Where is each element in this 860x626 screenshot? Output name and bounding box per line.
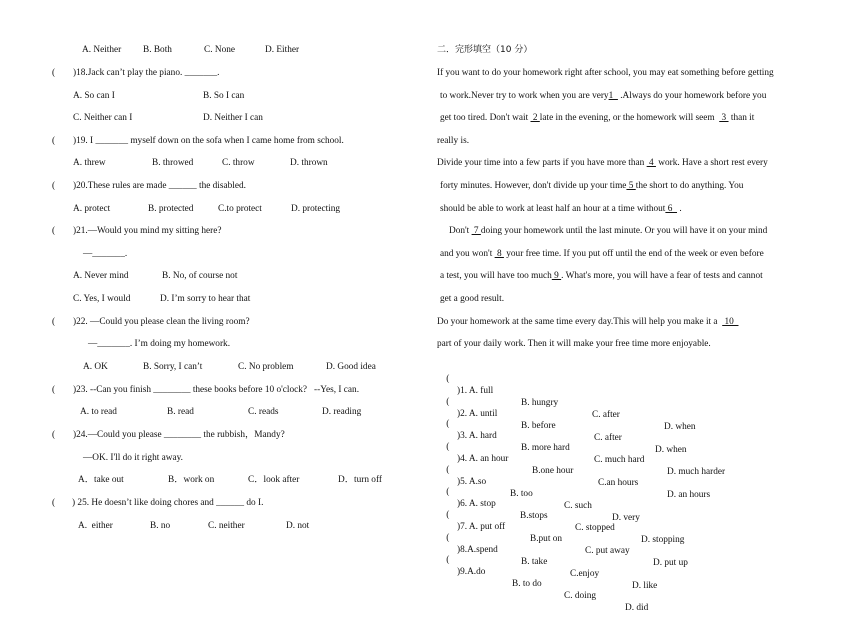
q24-option-a: A．take out xyxy=(78,475,124,485)
blank-3: 3 xyxy=(719,113,729,123)
q20-option-d: D. protecting xyxy=(291,204,341,214)
q19-paren: ( xyxy=(52,136,56,146)
q18-stem: )18.Jack can’t play the piano. _______. xyxy=(73,68,220,78)
option-a: )8.A.spend xyxy=(457,545,498,555)
option-d: D. like xyxy=(632,581,658,591)
option-b: B. more hard xyxy=(521,443,570,453)
blank-2: 2 xyxy=(530,113,540,123)
option-d: D. very xyxy=(612,513,640,523)
passage-line-3: get too tired. Don't wait 2 late in the evening, or the homework will seem 3 than it xyxy=(440,113,755,123)
q25-stem: ) 25. He doesn’t like doing chores and ______ do I. xyxy=(72,498,264,508)
option-c: C. much hard xyxy=(594,455,645,465)
option-a: )6. A. stop xyxy=(457,499,496,509)
blank-8: 8 xyxy=(494,249,504,259)
q21-stem: )21.—Would you mind my sitting here? xyxy=(73,226,222,236)
blank-7: 7 xyxy=(471,226,481,236)
cloze-row-3: ( )3. A. hard B. more hard C. much hard D. much harder xyxy=(446,419,726,477)
q22-option-c: C. No problem xyxy=(238,362,294,372)
option-d: D. put up xyxy=(653,558,688,568)
q17-option-a: A. Neither xyxy=(82,45,122,55)
cloze-row-2: ( )2. A. until B. before C. after D. when xyxy=(446,397,687,455)
blank-1: 1 xyxy=(608,91,618,101)
q18-paren: ( xyxy=(52,68,56,78)
option-a: )5. A.so xyxy=(457,477,487,487)
option-a: )7. A. put off xyxy=(457,522,506,532)
option-b: B. too xyxy=(510,489,533,499)
q20-option-c: C.to protect xyxy=(218,204,262,214)
option-a: )1. A. full xyxy=(457,386,494,396)
passage-line-4: really is. xyxy=(437,136,470,146)
option-c: C. after xyxy=(592,410,620,420)
q24-paren: ( xyxy=(52,430,56,440)
passage-line-7: should be able to work at least half an hour at a time without 6 . xyxy=(440,204,682,214)
q19-stem: )19. I _______ myself down on the sofa when I came home from school. xyxy=(73,136,344,146)
q25-paren: ( xyxy=(52,498,56,508)
option-c: C.enjoy xyxy=(570,569,600,579)
option-b: B.stops xyxy=(520,511,548,521)
q18-option-c: C. Neither can I xyxy=(73,113,133,123)
q20-paren: ( xyxy=(52,181,56,191)
q22-option-a: A. OK xyxy=(83,362,108,372)
cloze-row-4: ( )4. A. an hour B.one hour C.an hours D. an hours xyxy=(446,442,711,500)
q17-option-c: C. None xyxy=(204,45,235,55)
passage-line-9: and you won't 8 your free time. If you put off until the end of the week or even before xyxy=(440,249,764,259)
section-heading: 二．完形填空（10 分） xyxy=(437,45,533,55)
q21-reply: —_______. xyxy=(83,249,128,259)
option-c: C. after xyxy=(594,433,622,443)
q21-paren: ( xyxy=(52,226,56,236)
passage-line-8: Don't 7 doing your homework until the last minute. Or you will have it on your mind xyxy=(449,226,768,236)
q21-option-c: C. Yes, I would xyxy=(73,294,131,304)
q23-option-c: C. reads xyxy=(248,407,279,417)
passage-line-1: If you want to do your homework right after school, you may eat something before getting xyxy=(437,68,774,78)
q21-option-a: A. Never mind xyxy=(73,271,129,281)
option-d: D. much harder xyxy=(667,467,726,477)
passage-line-2: to work.Never try to work when you are very1 .Always do your homework before you xyxy=(440,91,767,101)
option-a: )4. A. an hour xyxy=(457,454,509,464)
blank-4: 4 xyxy=(646,158,656,168)
blank-6: 6 xyxy=(665,204,678,214)
q25-option-a: A. either xyxy=(78,521,113,531)
option-b: B.one hour xyxy=(532,466,574,476)
passage-line-13: part of your daily work. Then it will make your free time more enjoyable. xyxy=(437,339,711,349)
option-b: B. take xyxy=(521,557,548,567)
q22-reply: —_______. I’m doing my homework. xyxy=(88,339,231,349)
blank-9: 9 xyxy=(551,271,562,281)
option-d: D. when xyxy=(655,445,687,455)
option-d: D. did xyxy=(625,603,649,613)
passage-line-10: a test, you will have too much 9 . What's more, you will have a fear of tests and cannot xyxy=(440,271,763,281)
blank-5: 5 xyxy=(626,181,636,191)
q24-reply: —OK. I'll do it right away. xyxy=(83,453,183,463)
option-c: C. such xyxy=(564,501,592,511)
option-a: )9.A.do xyxy=(457,567,486,577)
option-b: B. to do xyxy=(512,579,542,589)
passage-line-5: Divide your time into a few parts if you have more than 4 work. Have a short rest every xyxy=(437,158,768,168)
option-b: B.put on xyxy=(530,534,563,544)
q23-option-d: D. reading xyxy=(322,407,362,417)
option-d: D. when xyxy=(664,422,696,432)
q25-option-b: B. no xyxy=(150,521,171,531)
cloze-row-9: ( )9.A.do B. to do C. doing D. did xyxy=(446,555,649,613)
q25-option-d: D. not xyxy=(286,521,310,531)
cloze-row-1: ( )1. A. full B. hungry C. after D. when xyxy=(446,374,696,432)
option-d: D. an hours xyxy=(667,490,711,500)
q18-option-b: B. So I can xyxy=(203,91,245,101)
q23-stem: )23. --Can you finish ________ these books before 10 o'clock? --Yes, I can. xyxy=(73,385,360,395)
q17-option-b: B. Both xyxy=(143,45,172,55)
q23-paren: ( xyxy=(52,385,56,395)
q24-option-c: C．look after xyxy=(248,475,300,485)
cloze-row-6: ( )6. A. stop B.stops C. stopped D. stopping xyxy=(446,487,685,545)
q22-option-b: B. Sorry, I can’t xyxy=(143,362,203,372)
cloze-row-5: ( )5. A.so B. too C. such D. very xyxy=(446,465,640,523)
option-c: C. put away xyxy=(585,546,630,556)
q18-option-a: A. So can I xyxy=(73,91,115,101)
passage-line-6: forty minutes. However, don't divide up your time 5 the short to do anything. You xyxy=(440,181,744,191)
q19-option-b: B. throwed xyxy=(152,158,194,168)
q19-option-a: A. threw xyxy=(73,158,106,168)
cloze-row-7: ( )7. A. put off B.put on C. put away D. put up xyxy=(446,510,688,568)
passage-line-12: Do your homework at the same time every day.This will help you make it a 10 xyxy=(437,317,739,327)
option-d: D. stopping xyxy=(641,535,685,545)
option-b: B. before xyxy=(521,421,556,431)
q24-option-b: B．work on xyxy=(168,475,215,485)
q20-stem: )20.These rules are made ______ the disabled. xyxy=(73,181,246,191)
q24-stem: )24.—Could you please ________ the rubbish，Mandy? xyxy=(73,430,285,440)
q18-option-d: D. Neither I can xyxy=(203,113,263,123)
q22-option-d: D. Good idea xyxy=(326,362,376,372)
q19-option-d: D. thrown xyxy=(290,158,328,168)
q21-option-b: B. No, of course not xyxy=(162,271,238,281)
q22-paren: ( xyxy=(52,317,56,327)
option-c: C.an hours xyxy=(598,478,639,488)
blank-10: 10 xyxy=(722,317,739,327)
q21-option-d: D. I’m sorry to hear that xyxy=(160,294,251,304)
q22-stem: )22. —Could you please clean the living room? xyxy=(73,317,250,327)
q25-option-c: C. neither xyxy=(208,521,245,531)
option-c: C. doing xyxy=(564,591,597,601)
q20-option-a: A. protect xyxy=(73,204,111,214)
cloze-row-8: ( )8.A.spend B. take C.enjoy D. like xyxy=(446,533,658,591)
q17-option-d: D. Either xyxy=(265,45,300,55)
option-a: )3. A. hard xyxy=(457,431,497,441)
passage-line-11: get a good result. xyxy=(440,294,505,304)
option-c: C. stopped xyxy=(575,523,615,533)
q23-option-a: A. to read xyxy=(80,407,117,417)
option-a: )2. A. until xyxy=(457,409,498,419)
q20-option-b: B. protected xyxy=(148,204,194,214)
q23-option-b: B. read xyxy=(167,407,194,417)
q24-option-d: D．turn off xyxy=(338,475,382,485)
q19-option-c: C. throw xyxy=(222,158,255,168)
option-b: B. hungry xyxy=(521,398,559,408)
